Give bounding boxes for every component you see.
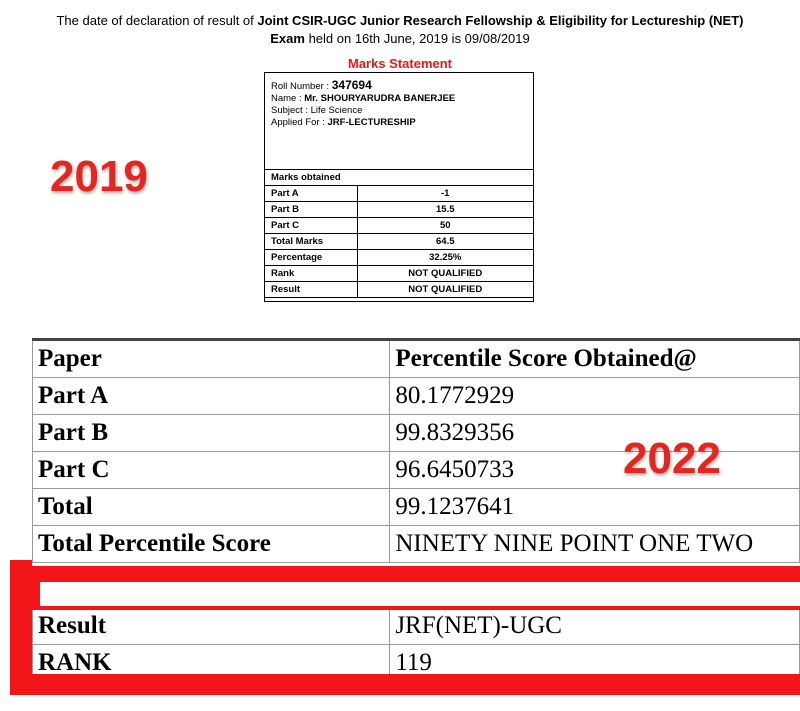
- table-row: Rank NOT QUALIFIED: [265, 266, 533, 282]
- table-row: Part C 50: [265, 218, 533, 234]
- marks-statement-card: [264, 72, 534, 302]
- table-row: Part A -1: [265, 186, 533, 202]
- result-notice: [0, 12, 800, 48]
- table-header-row: [33, 340, 800, 378]
- table-row: Part A 80.1772929: [33, 378, 800, 415]
- rank-row: [33, 645, 800, 675]
- applied-for: JRF-LECTURESHIP: [327, 117, 416, 128]
- year-2022-label: 2022: [623, 434, 721, 483]
- table-row: Part B 15.5: [265, 202, 533, 218]
- name-row: Name : Mr. SHOURYARUDRA BANERJEE: [271, 93, 456, 104]
- candidate-name: Mr. SHOURYARUDRA BANERJEE: [304, 93, 456, 104]
- rank-label: RANK: [33, 645, 390, 675]
- percentile-table: [32, 338, 800, 674]
- marks-table: [265, 185, 533, 298]
- marks-obtained-heading: Marks obtained: [265, 169, 533, 185]
- table-row: Part B 99.8329356: [33, 415, 800, 452]
- table-row: Result NOT QUALIFIED: [265, 282, 533, 298]
- marks-statement-title: Marks Statement: [347, 56, 453, 71]
- subject-row: Subject : Life Science: [271, 105, 363, 116]
- highlight-strip-inner: [40, 582, 800, 606]
- table-row: Total Marks 64.5: [265, 234, 533, 250]
- result-label: Result: [33, 608, 390, 645]
- rank-value: 119: [390, 645, 800, 675]
- highlight-strip: [32, 566, 800, 610]
- table-row: Total 99.1237641: [33, 489, 800, 526]
- table-row: Total Percentile Score NINETY NINE POINT ONE TWO: [33, 526, 800, 563]
- candidate-info: [271, 79, 455, 129]
- notice-line-2: Exam held on 16th June, 2019 is 09/08/2019: [270, 31, 530, 46]
- table-row: Percentage 32.25%: [265, 250, 533, 266]
- roll-number-row: Roll Number : 347694: [271, 78, 372, 92]
- result-row: [33, 608, 800, 645]
- result-value: JRF(NET)-UGC: [390, 608, 800, 645]
- roll-number: 347694: [331, 78, 372, 92]
- year-2019-label: 2019: [50, 152, 148, 201]
- column-header-paper: Paper: [33, 340, 390, 378]
- table-row: Part C 96.6450733: [33, 452, 800, 489]
- applied-row: Applied For : JRF-LECTURESHIP: [271, 117, 416, 128]
- percentile-table-panel: [32, 338, 800, 674]
- column-header-score: Percentile Score Obtained@: [390, 340, 800, 378]
- notice-line-1: The date of declaration of result of Joint CSIR-UGC Junior Research Fellowship & Eligibility for Lectureship (NET): [56, 13, 744, 28]
